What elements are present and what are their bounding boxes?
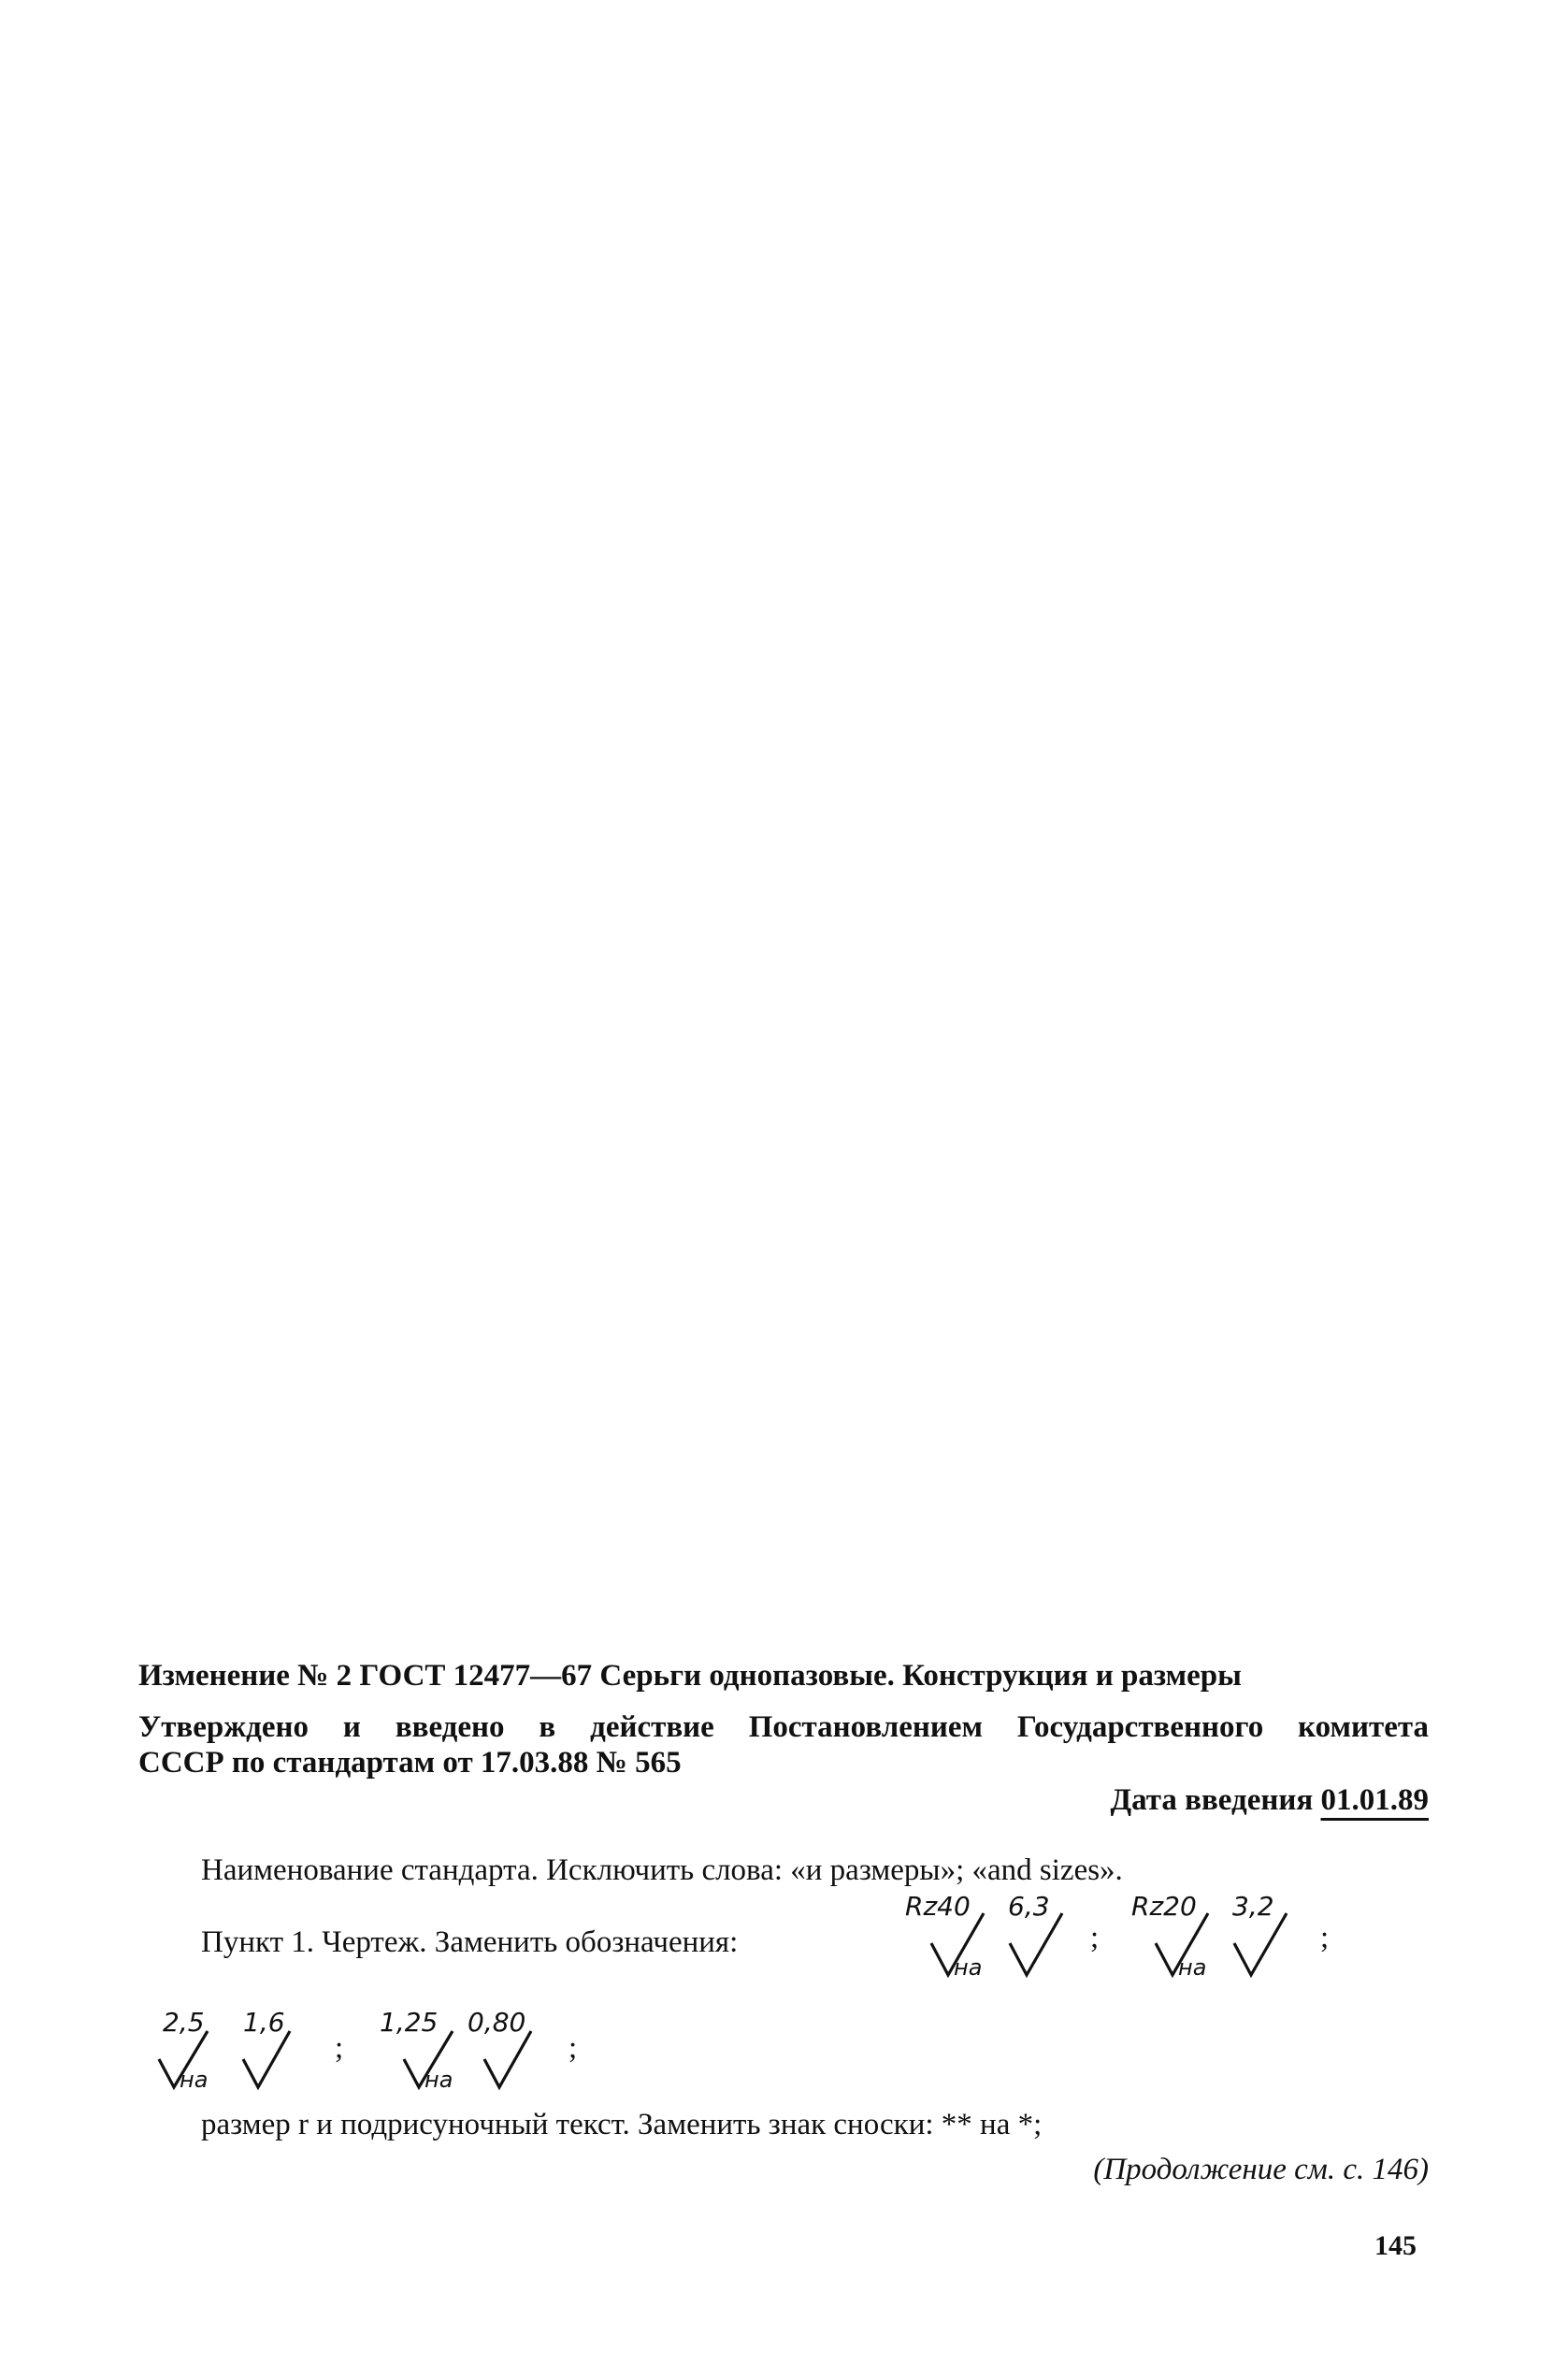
approval-line-1: Утверждено и введено в действие Постановлением Государственного комитета (138, 1710, 1429, 1744)
page-number: 145 (1374, 2230, 1417, 2261)
roughness-from-label: Rz40 (905, 1891, 971, 1922)
roughness-replacement-3 (150, 2001, 318, 2095)
roughness-word: на (1178, 1954, 1207, 1981)
paragraph-name-change: Наименование стандарта. Исключить слова: «и размеры»; «and sizes». (201, 1853, 1123, 1887)
continuation-note: (Продолжение см. с. 146) (1093, 2153, 1429, 2186)
amendment-title (138, 1658, 1429, 1694)
roughness-to-label: 6,3 (1008, 1891, 1050, 1922)
paragraph-point-1: Пункт 1. Чертеж. Заменить обозначения: (201, 1925, 739, 1959)
roughness-from-label: Rz20 (1131, 1891, 1197, 1922)
amendment-title-text: Изменение № 2 ГОСТ 12477—67 Серьги однопазовые. Конструкция и размеры (138, 1659, 1242, 1693)
roughness-replacement-1 (898, 1889, 1085, 1982)
roughness-to-label: 1,6 (243, 2007, 285, 2038)
approval-line-2: СССР по стандартам от 17.03.88 № 565 (138, 1746, 682, 1780)
separator: ; (1320, 1921, 1330, 1954)
roughness-to-label: 3,2 (1232, 1891, 1274, 1922)
separator: ; (1090, 1921, 1100, 1954)
roughness-from-label: 2,5 (163, 2007, 205, 2038)
roughness-word: на (180, 2067, 209, 2093)
roughness-word: на (954, 1954, 983, 1981)
roughness-word: на (424, 2067, 453, 2093)
date-value: 01.01.89 (1320, 1783, 1429, 1817)
date-label: Дата введения (1110, 1783, 1314, 1817)
roughness-to-label: 0,80 (468, 2007, 526, 2038)
separator: ; (568, 2031, 578, 2065)
roughness-replacement-2 (1122, 1889, 1309, 1982)
introduction-date (138, 1782, 1429, 1818)
roughness-replacement-4 (374, 2001, 561, 2095)
separator: ; (335, 2031, 344, 2065)
roughness-from-label: 1,25 (380, 2007, 439, 2038)
paragraph-footnote-change: размер r и подрисуночный текст. Заменить знак сноски: ** на *; (201, 2108, 1043, 2141)
